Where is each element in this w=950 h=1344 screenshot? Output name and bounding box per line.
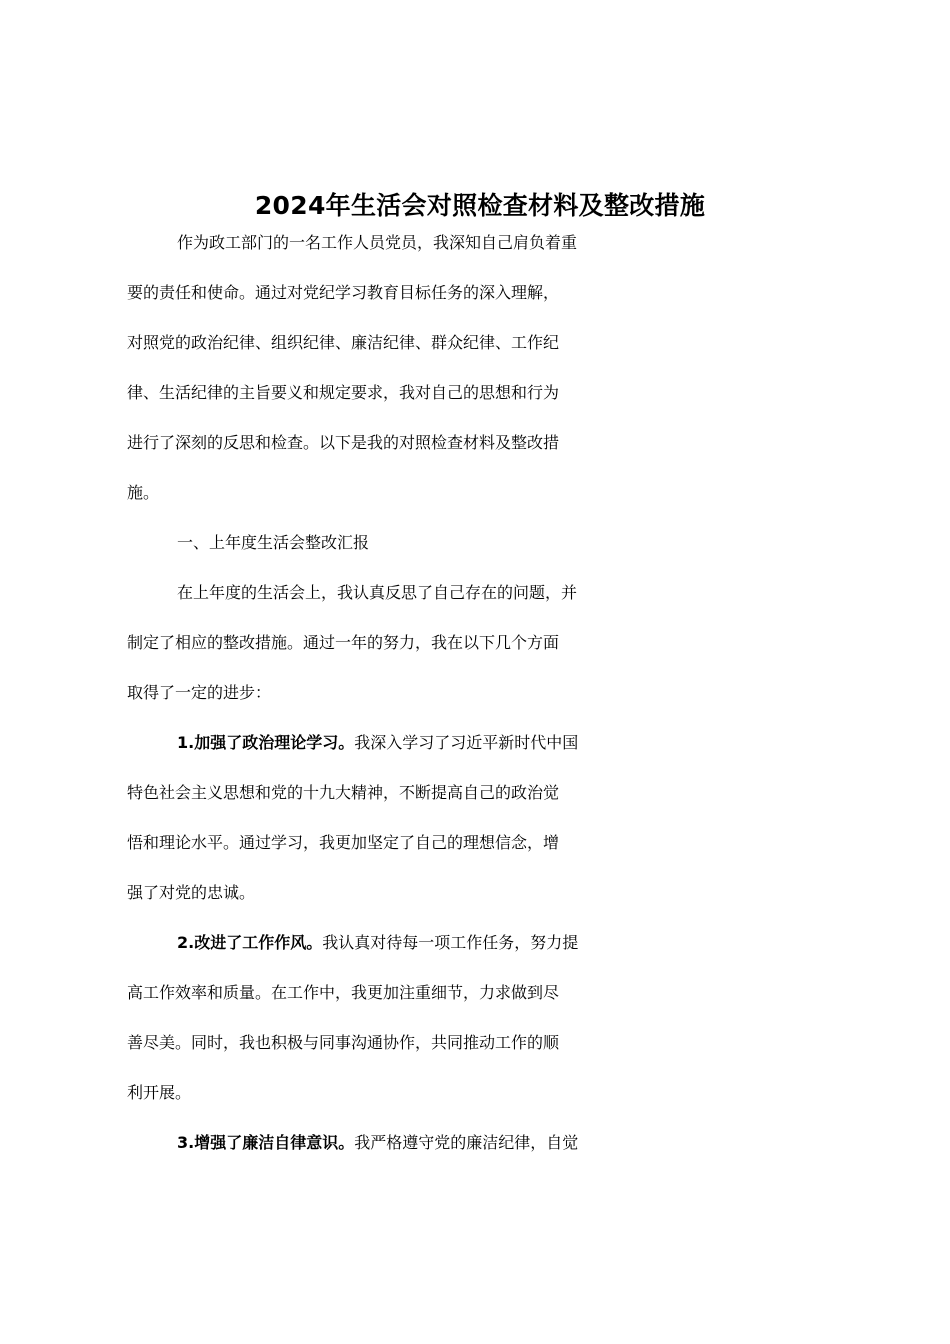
section-heading-text: 一、上年度生活会整改汇报 <box>177 533 370 552</box>
section1-paragraph <box>127 580 833 730</box>
item1-first-line <box>127 730 833 780</box>
item3-paragraph <box>127 1130 833 1180</box>
item2-line: 善尽美。同时，我也积极与同事沟通协作，共同推动工作的顺 <box>127 1033 560 1052</box>
item2-line: 高工作效率和质量。在工作中，我更加注重细节，力求做到尽 <box>127 983 560 1002</box>
item2-lead: 2.改进了工作作风。 <box>177 933 323 952</box>
intro-line: 对照党的政治纪律、组织纪律、廉洁纪律、群众纪律、工作纪 <box>127 333 560 352</box>
item1-first-rest: 我深入学习了习近平新时代中国 <box>354 733 579 752</box>
document-body <box>127 181 833 1180</box>
intro-line: 要的责任和使命。通过对党纪学习教育目标任务的深入理解， <box>127 283 560 302</box>
section1-line: 制定了相应的整改措施。通过一年的努力，我在以下几个方面 <box>127 633 560 652</box>
item1-line: 悟和理论水平。通过学习，我更加坚定了自己的理想信念，增 <box>127 833 560 852</box>
document-title: 2024年生活会对照检查材料及整改措施 <box>254 191 706 220</box>
item3-first-line <box>127 1130 833 1180</box>
intro-line: 进行了深刻的反思和检查。以下是我的对照检查材料及整改措 <box>127 433 560 452</box>
item2-first-line <box>127 930 833 980</box>
item2-first-rest: 我认真对待每一项工作任务，努力提 <box>322 933 579 952</box>
item1-lead: 1.加强了政治理论学习。 <box>177 733 355 752</box>
intro-line: 施。 <box>127 483 160 502</box>
section1-line: 在上年度的生活会上，我认真反思了自己存在的问题，并 <box>177 583 578 602</box>
item1-paragraph <box>127 730 833 930</box>
item1-line: 特色社会主义思想和党的十九大精神，不断提高自己的政治觉 <box>127 783 560 802</box>
intro-line: 律、生活纪律的主旨要义和规定要求，我对自己的思想和行为 <box>127 383 560 402</box>
intro-paragraph <box>127 230 833 530</box>
item3-first-rest: 我严格遵守党的廉洁纪律，自觉 <box>354 1133 579 1152</box>
item2-paragraph <box>127 930 833 1130</box>
intro-line: 作为政工部门的一名工作人员党员，我深知自己肩负着重 <box>177 233 578 252</box>
section1-line: 取得了一定的进步： <box>127 683 272 702</box>
section-heading <box>127 530 833 580</box>
item1-line: 强了对党的忠诚。 <box>127 883 256 902</box>
item3-lead: 3.增强了廉洁自律意识。 <box>177 1133 355 1152</box>
item2-line: 利开展。 <box>127 1083 192 1102</box>
